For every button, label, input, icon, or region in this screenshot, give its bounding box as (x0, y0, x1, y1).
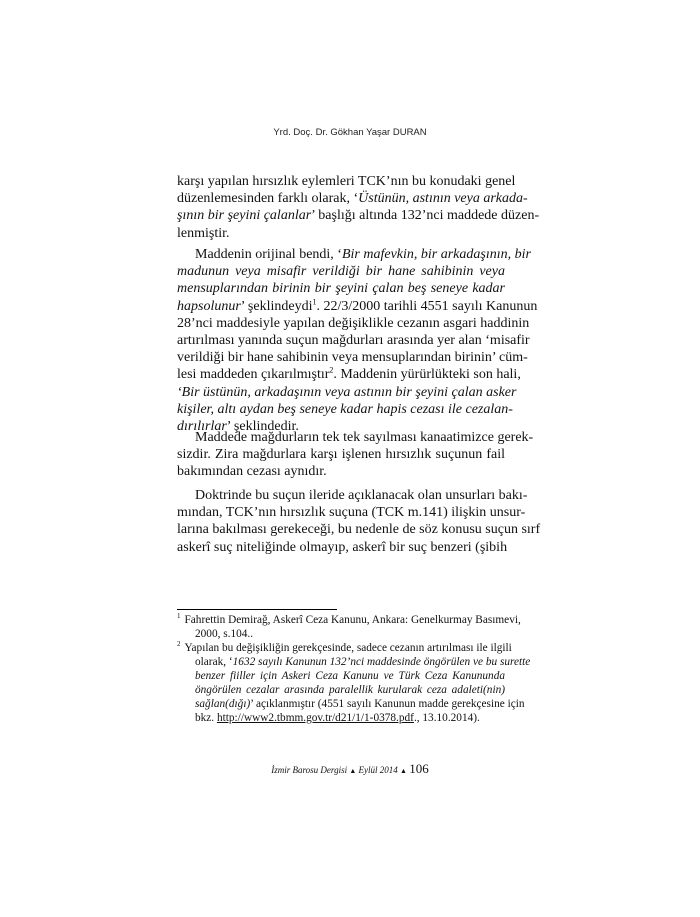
text-line (177, 401, 513, 418)
text-segment: sağlan(dığı) (195, 698, 251, 710)
text-segment: artırılması yanında suçun mağdurları arasında yer alan ‘misafir (177, 332, 530, 348)
page-number: 106 (409, 761, 429, 776)
link[interactable]: http://www2.tbmm.gov.tr/d21/1/1-0378.pdf (216, 712, 414, 724)
text-segment: Doktrinde bu suçun ileride açıklanacak olan unsurları bakı- (195, 488, 528, 503)
text-segment: lenmiştir. (177, 225, 230, 241)
footnote-line (177, 655, 531, 669)
paragraph (177, 487, 541, 556)
text-segment: ‘Bir üstünün, arkadaşının veya astının bir şeyini çalan asker (177, 384, 517, 400)
text-line (177, 190, 528, 207)
text-segment: Maddenin orijinal bendi, ‘ (195, 247, 342, 262)
text-line (177, 349, 528, 366)
footnote-number: 1 (177, 612, 181, 621)
page-footer (0, 761, 700, 777)
text-segment: dırılırlar (177, 418, 227, 434)
text-line (177, 539, 508, 556)
separator-icon: ▲ (400, 767, 407, 775)
paragraph (177, 429, 534, 481)
text-line (177, 384, 517, 401)
footnote-divider (177, 609, 337, 610)
text-segment: bakımından cezası aynıdır. (177, 464, 327, 480)
text-segment: ’ başlığı altında 132’nci maddede düzen- (311, 208, 540, 224)
text-line (177, 280, 505, 297)
footnote-line (177, 640, 512, 655)
text-segment: ., 13.10.2014). (413, 712, 480, 724)
text-segment: Maddede mağdurların tek tek sayılması kanaatimizce gerek- (195, 430, 534, 445)
text-line (177, 429, 534, 446)
text-segment: hapsolunur (177, 298, 241, 314)
text-line (177, 365, 521, 383)
paragraph (177, 246, 538, 435)
footnote-line (177, 627, 505, 641)
footnote-number: 2 (177, 640, 181, 649)
text-line (177, 521, 541, 538)
text-line (177, 246, 531, 263)
text-line (177, 332, 530, 349)
text-segment: şının bir şeyini çalanlar (177, 208, 312, 224)
text-segment: mensuplarından birinin bir şeyini çalan beş seneye kadar (177, 281, 505, 297)
text-segment: mından, TCK’nın hırsızlık suçuna (TCK m.141) ilişkin unsur- (177, 505, 526, 521)
text-line (177, 296, 538, 315)
text-segment: ’ açıklanmıştır (4551 sayılı Kanunun madde gerekçesine için (250, 698, 525, 710)
footnote-ref: 2 (329, 365, 334, 375)
text-segment: . Maddenin yürürlükteki son hali, (333, 367, 521, 383)
footnote-line (177, 697, 525, 711)
text-line (177, 446, 505, 463)
running-header: Yrd. Doç. Dr. Gökhan Yaşar DURAN (273, 127, 427, 138)
text-segment: Üstünün, astının veya arkada- (358, 191, 528, 207)
text-segment: 28’nci maddesiyle yapılan değişiklikle cezanın asgari haddinin (177, 315, 530, 331)
text-segment: kişiler, altı aydan beş seneye kadar hapis cezası ile cezalan- (177, 401, 513, 417)
footnote-line (177, 683, 505, 697)
text-segment: karşı yapılan hırsızlık eylemleri TCK’nın bu konudaki genel (177, 174, 516, 189)
paragraph (177, 173, 540, 242)
text-segment: 1632 sayılı Kanunun 132’nci maddesinde öngörülen ve bu surette (232, 656, 531, 668)
text-segment: madunun veya misafir verildiği bir hane sahibinin veya (177, 264, 505, 280)
issue-date: Eylül 2014 (358, 765, 398, 775)
text-segment: bkz. (195, 712, 217, 724)
text-line (177, 173, 516, 190)
footnote-line (177, 612, 521, 627)
text-segment: benzer fiiller için Askeri Ceza Kanunu ve Türk Ceza Kanununda (195, 670, 505, 682)
text-segment: lesi maddeden çıkarılmıştır (177, 367, 330, 383)
text-segment: olarak, ‘ (195, 656, 233, 668)
footnote (177, 640, 531, 725)
text-segment: ’ şeklindeydi (240, 298, 313, 314)
text-segment: sizdir. Zira mağdurlara karşı işlenen hırsızlık suçunun fail (177, 447, 505, 463)
text-line (177, 207, 540, 224)
text-segment: askerî suç niteliğinde olmayıp, askerî bir suç benzeri (şibih (177, 539, 508, 555)
footnote-ref: 1 (312, 296, 317, 306)
text-segment: larına bakılması gerekeceği, bu nedenle de söz konusu suçun sırf (177, 522, 541, 538)
text-segment: Yapılan bu değişikliğin gerekçesinde, sadece cezanın artırılması ile ilgili (184, 642, 512, 654)
text-segment: öngörülen cezalar arasında paralellik kurularak ceza adaleti(nin) (195, 684, 505, 696)
separator-icon: ▲ (349, 767, 357, 775)
text-line (177, 263, 505, 280)
text-segment: verildiği bir hane sahibinin veya mensuplarından birinin’ cüm- (177, 350, 528, 366)
footnote (177, 612, 521, 641)
text-line (177, 225, 505, 242)
text-segment: ’ şeklindedir. (226, 418, 299, 434)
text-line (177, 463, 505, 480)
footnote-line (177, 711, 505, 725)
journal-name: İzmir Barosu Dergisi (271, 765, 348, 775)
text-line (177, 315, 530, 332)
text-segment: 2000, s.104.. (195, 628, 254, 640)
text-segment: düzenlemesinden farklı olarak, ‘ (177, 191, 359, 207)
text-segment: . 22/3/2000 tarihli 4551 sayılı Kanunun (316, 298, 538, 314)
text-segment: Fahrettin Demirağ, Askerî Ceza Kanunu, Ankara: Genelkurmay Basımevi, (184, 614, 521, 626)
footnote-line (177, 669, 505, 683)
text-line (177, 487, 528, 504)
text-line (177, 504, 526, 521)
text-segment: Bir mafevkin, bir arkadaşının, bir (341, 247, 531, 262)
